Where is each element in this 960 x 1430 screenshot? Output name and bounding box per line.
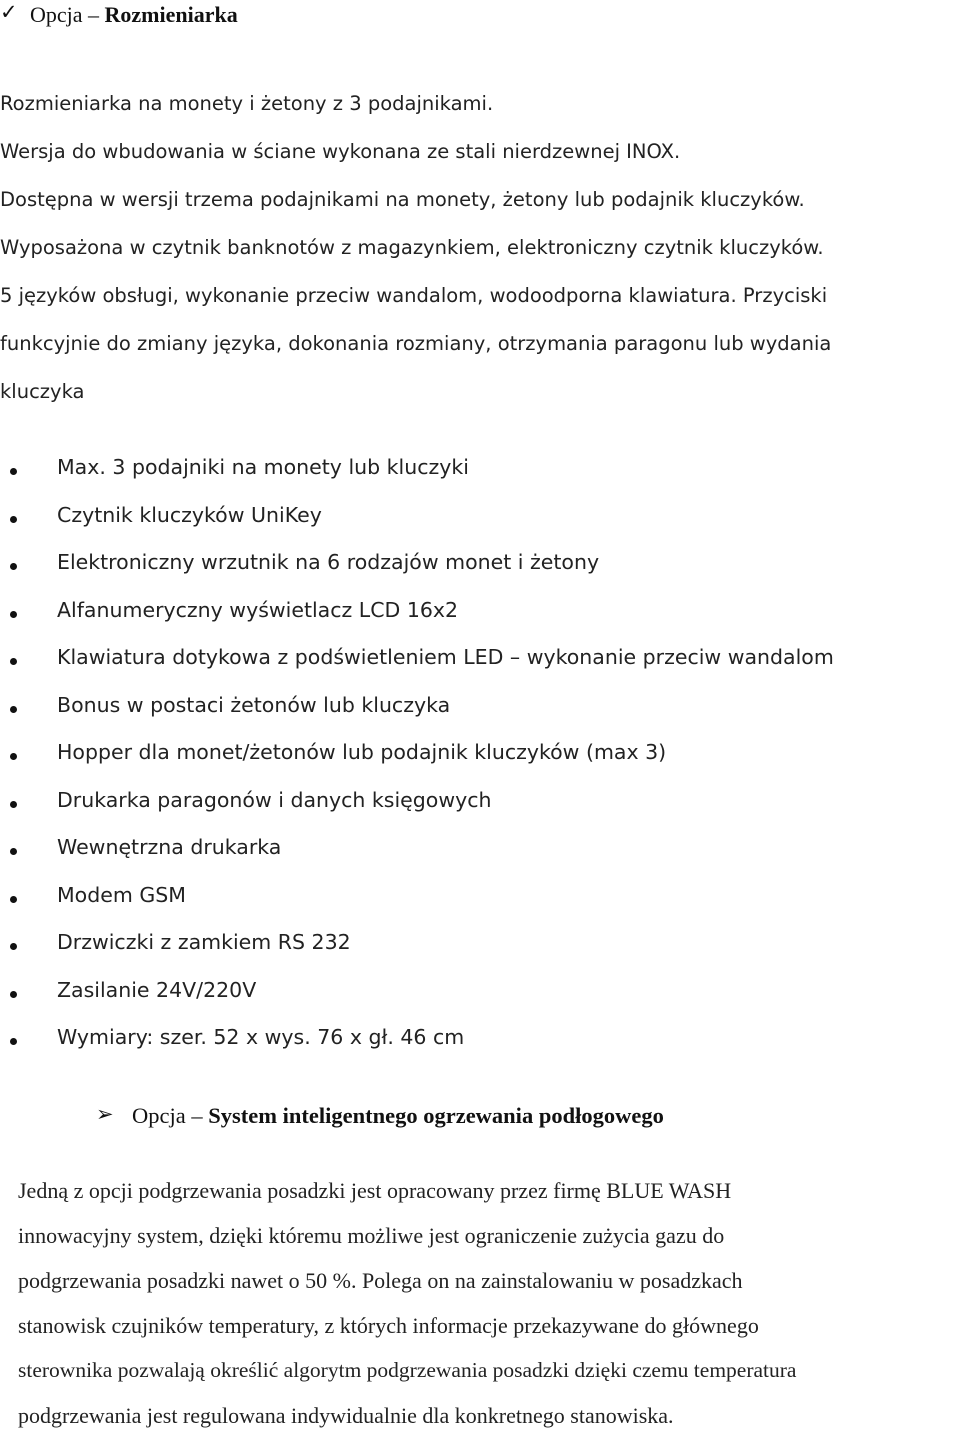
section-heading-ogrzewanie xyxy=(96,1100,796,1134)
list-item: Wymiary: szer. 52 x wys. 76 x gł. 46 cm xyxy=(0,1025,940,1055)
paragraph-line: funkcyjnie do zmiany języka, dokonania rozmiany, otrzymania paragonu lub wydania xyxy=(0,332,832,355)
list-item: Modem GSM xyxy=(0,883,940,913)
bullet-icon xyxy=(10,563,17,570)
list-item: Bonus w postaci żetonów lub kluczyka xyxy=(0,693,940,723)
arrowhead-icon: ➢ xyxy=(96,1102,114,1126)
list-item: Czytnik kluczyków UniKey xyxy=(0,503,940,533)
paragraph-line: kluczyka xyxy=(0,380,85,403)
paragraph-line: Jedną z opcji podgrzewania posadzki jest opracowany przez firmę BLUE WASH xyxy=(18,1178,732,1203)
paragraph-line: 5 języków obsługi, wykonanie przeciw wandalom, wodoodporna klawiatura. Przyciski xyxy=(0,284,828,307)
bullet-icon xyxy=(10,753,17,760)
list-item: Klawiatura dotykowa z podświetleniem LED – wykonanie przeciw wandalom xyxy=(0,645,940,675)
list-item: Alfanumeryczny wyświetlacz LCD 16x2 xyxy=(0,598,940,628)
paragraph-line: sterownika pozwalają określić algorytm podgrzewania posadzki dzięki czemu temperatura xyxy=(18,1358,797,1382)
checkmark-icon: ✓ xyxy=(0,0,18,24)
bullet-icon xyxy=(10,943,17,950)
heading-prefix: Opcja – xyxy=(30,2,105,27)
list-item: Drukarka paragonów i danych księgowych xyxy=(0,788,940,818)
paragraph-line: Wyposażona w czytnik banknotów z magazynkiem, elektroniczny czytnik kluczyków. xyxy=(0,236,824,259)
paragraph-line: Dostępna w wersji trzema podajnikami na monety, żetony lub podajnik kluczyków. xyxy=(0,188,805,211)
bullet-icon xyxy=(10,468,17,475)
list-item: Drzwiczki z zamkiem RS 232 xyxy=(0,930,940,960)
list-item: Max. 3 podajniki na monety lub kluczyki xyxy=(0,455,940,485)
paragraph-line: Wersja do wbudowania w ściane wykonana ze stali nierdzewnej INOX. xyxy=(0,140,681,163)
heading-title: System inteligentnego ogrzewania podłogowego xyxy=(208,1103,664,1128)
paragraph-line: podgrzewania jest regulowana indywidualnie dla konkretnego stanowiska. xyxy=(18,1403,674,1428)
bullet-icon xyxy=(10,611,17,618)
list-item: Hopper dla monet/żetonów lub podajnik kluczyków (max 3) xyxy=(0,740,940,770)
paragraph-line: podgrzewania posadzki nawet o 50 %. Polega on na zainstalowaniu w posadzkach xyxy=(18,1268,743,1293)
bullet-icon xyxy=(10,801,17,808)
bullet-icon xyxy=(10,1038,17,1045)
heading-title: Rozmieniarka xyxy=(104,2,238,27)
paragraph-line: innowacyjny system, dzięki któremu możliwe jest ograniczenie zużycia gazu do xyxy=(18,1223,725,1248)
bullet-icon xyxy=(10,848,17,855)
paragraph-line: stanowisk czujników temperatury, z których informacje przekazywane do głównego xyxy=(18,1313,759,1338)
bullet-icon xyxy=(10,516,17,523)
bullet-icon xyxy=(10,658,17,665)
heading-prefix: Opcja – xyxy=(132,1103,209,1128)
list-item: Wewnętrzna drukarka xyxy=(0,835,940,865)
paragraph-line: Rozmieniarka na monety i żetony z 3 podajnikami. xyxy=(0,92,494,115)
bullet-icon xyxy=(10,991,17,998)
section-heading-rozmieniarka xyxy=(0,0,420,32)
list-item: Elektroniczny wrzutnik na 6 rodzajów monet i żetony xyxy=(0,550,940,580)
bullet-icon xyxy=(10,706,17,713)
bullet-icon xyxy=(10,896,17,903)
list-item: Zasilanie 24V/220V xyxy=(0,978,940,1008)
